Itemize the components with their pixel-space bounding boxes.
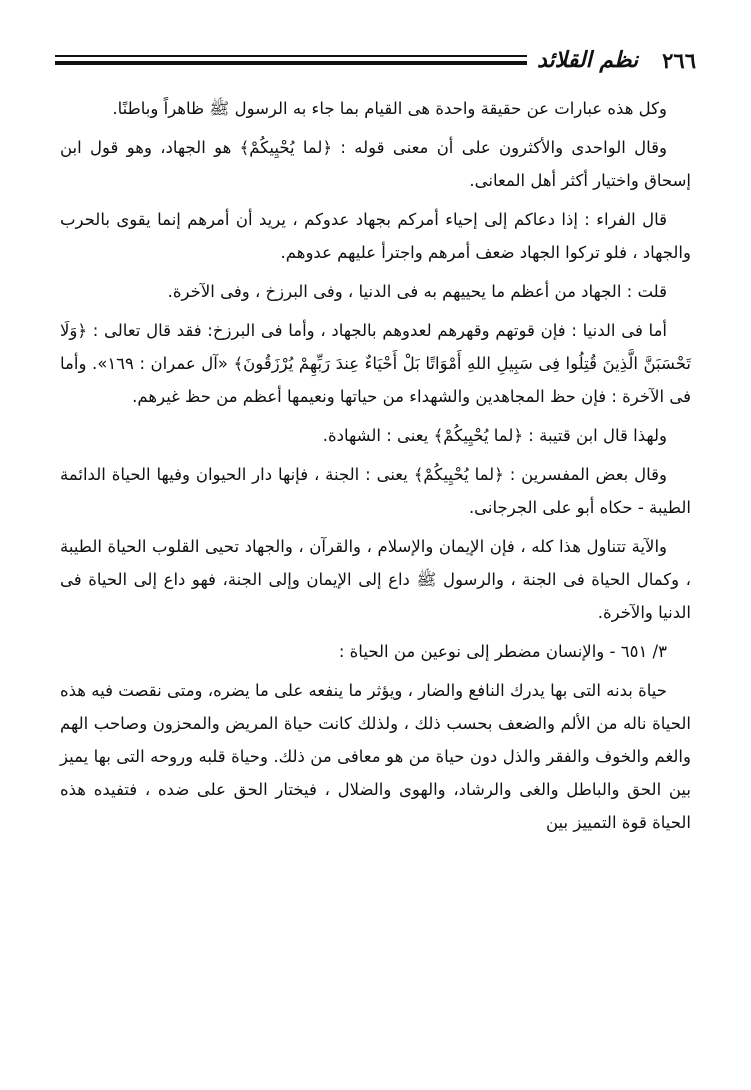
paragraph: وقال بعض المفسرين : ﴿لما يُحْيِيكُمْ﴾ يعنى : الجنة ، فإنها دار الحيوان وفيها الحياة الدائمة الطيبة - حكاه أبو على الجرجانى. bbox=[60, 465, 691, 517]
page-header bbox=[55, 40, 696, 80]
book-title: نظم القلائد bbox=[536, 47, 639, 73]
paragraph: ولهذا قال ابن قتيبة : ﴿لما يُحْيِيكُمْ﴾ يعنى : الشهادة. bbox=[322, 426, 667, 445]
paragraph: أما فى الدنيا : فإن قوتهم وقهرهم لعدوهم بالجهاد ، وأما فى البرزخ: فقد قال تعالى : ﴿وَلَا تَحْسَبَنَّ الَّذِينَ قُتِلُوا فِى سَبِيلِ اللهِ أَمْوَاتًا بَلْ أَحْيَاءٌ عِندَ رَبِّهِمْ يُرْزَقُونَ﴾ «آل عمران : ١٦٩». وأما فى الآخرة : فإن حظ المجاهدين والشهداء من حياتها ونعيمها أعظم من حظ غيرهم. bbox=[60, 321, 691, 406]
paragraph: وقال الواحدى والأكثرون على أن معنى قوله : ﴿لما يُحْيِيكُمْ﴾ هو الجهاد، وهو قول ابن إسحاق واختيار أكثر أهل المعانى. bbox=[60, 138, 691, 190]
paragraph: والآية تتناول هذا كله ، فإن الإيمان والإسلام ، والقرآن ، والجهاد تحيى القلوب الحياة الطيبة ، وكمال الحياة فى الجنة ، والرسول ﷺ داع إلى الإيمان وإلى الجنة، فهو داع إلى الحياة فى الدنيا والآخرة. bbox=[60, 537, 691, 622]
section-heading: ٣/ ٦٥١ - والإنسان مضطر إلى نوعين من الحياة : bbox=[338, 642, 667, 661]
paragraph: حياة بدنه التى بها يدرك النافع والضار ، ويؤثر ما ينفعه على ما يضره، ومتى نقصت فيه هذه الحياة ناله من الألم والضعف بحسب ذلك ، ولذلك كانت حياة المريض والمحزون وصاحب الهم والغم والخوف والفقر والذل دون حياة من هو معافى من ذلك. وحياة قلبه وروحه التى بها يميز بين الحق والباطل والغى والرشاد، والهوى والضلال ، فيختار الحق على ضده ، فتفيده هذه الحياة قوة التمييز بين bbox=[60, 681, 691, 832]
page-number: ٢٦٦ bbox=[662, 47, 696, 73]
page-body bbox=[60, 92, 691, 845]
paragraph: قلت : الجهاد من أعظم ما يحييهم به فى الدنيا ، وفى البرزخ ، وفى الآخرة. bbox=[167, 282, 667, 301]
header-rule bbox=[55, 55, 527, 65]
paragraph: وكل هذه عبارات عن حقيقة واحدة هى القيام بما جاء به الرسول ﷺ ظاهراً وباطنًا. bbox=[112, 99, 667, 118]
paragraph: قال الفراء : إذا دعاكم إلى إحياء أمركم بجهاد عدوكم ، يريد أن أمرهم إنما يقوى بالحرب والجهاد ، فلو تركوا الجهاد ضعف أمرهم واجترأ عليهم عدوهم. bbox=[60, 210, 691, 262]
